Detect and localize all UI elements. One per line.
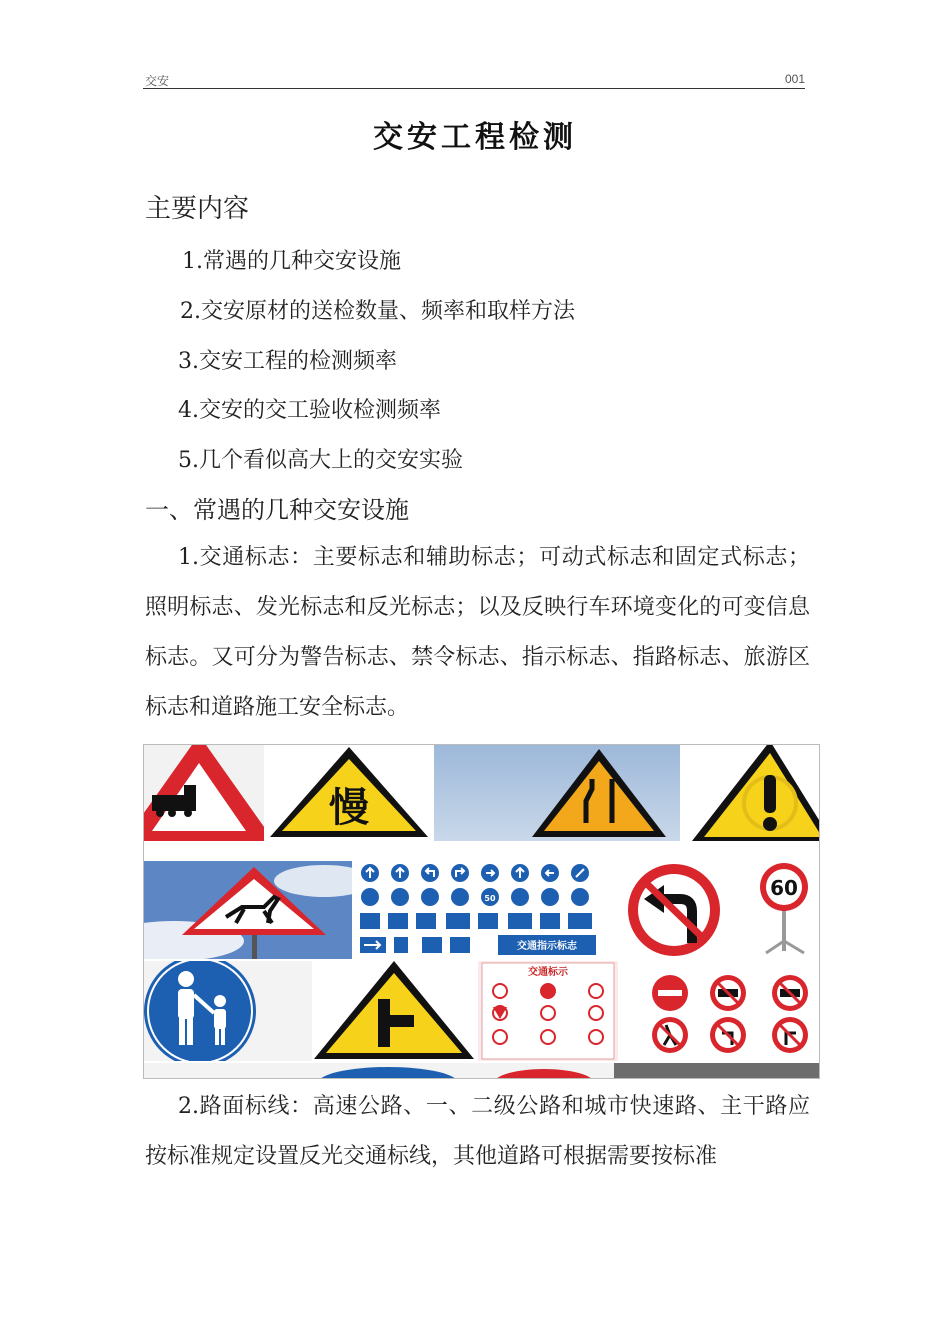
svg-text:50: 50 (484, 894, 496, 903)
pedestrian-zone-sign (144, 961, 312, 1061)
toc-item-2: 2.交安原材的送检数量、频率和取样方法 (180, 299, 575, 324)
slow-down-sign (266, 745, 432, 841)
main-content-heading: 主要内容 (145, 194, 250, 224)
header-left-text: 交安 (145, 74, 170, 88)
deer-crossing-sign (144, 861, 352, 959)
speed-limit-sign (748, 861, 819, 959)
railway-crossing-sign (144, 745, 264, 841)
no-left-turn-sign (602, 861, 746, 959)
page-header (143, 72, 805, 89)
document-title: 交安工程检测 (373, 120, 577, 155)
speed-limit-text: 60 (770, 876, 798, 900)
toc-item-1: 1.常遇的几种交安设施 (182, 249, 401, 274)
header-page-number: 001 (784, 72, 805, 86)
traffic-signs-figure (143, 744, 820, 1079)
toc-item-5: 5.几个看似高大上的交安实验 (178, 448, 463, 473)
road-narrows-sign (434, 745, 680, 841)
blue-banner-text: 交通指示标志 (517, 941, 577, 952)
prohibition-signs-panel (620, 961, 819, 1061)
slow-sign-text: 慢 (329, 785, 369, 831)
figure-bottom-strip (144, 1063, 819, 1078)
caution-exclamation-sign (682, 745, 819, 841)
toc-item-3: 3.交安工程的检测频率 (178, 349, 397, 374)
board-title-text: 交通标示 (528, 967, 568, 978)
paragraph-traffic-signs: 1.交通标志：主要标志和辅助标志；可动式标志和固定式标志；照明标志、发光标志和反光标志；以及反映行车环境变化的可变信息标志。又可分为警告标志、禁令标志、指示标志、指路标志、旅游区标志和道路施工安全标志。 (145, 545, 810, 720)
t-intersection-sign (314, 961, 476, 1061)
paragraph-road-markings: 2.路面标线：高速公路、一、二级公路和城市快速路、主干路应按标准规定设置反光交通标线，其他道路可根据需要按标准 (145, 1094, 810, 1169)
toc-item-4: 4.交安的交工验收检测频率 (178, 398, 441, 423)
section-heading-1: 一、常遇的几种交安设施 (145, 496, 409, 524)
instruction-signs-panel (354, 861, 600, 959)
traffic-signs-board (478, 961, 618, 1061)
